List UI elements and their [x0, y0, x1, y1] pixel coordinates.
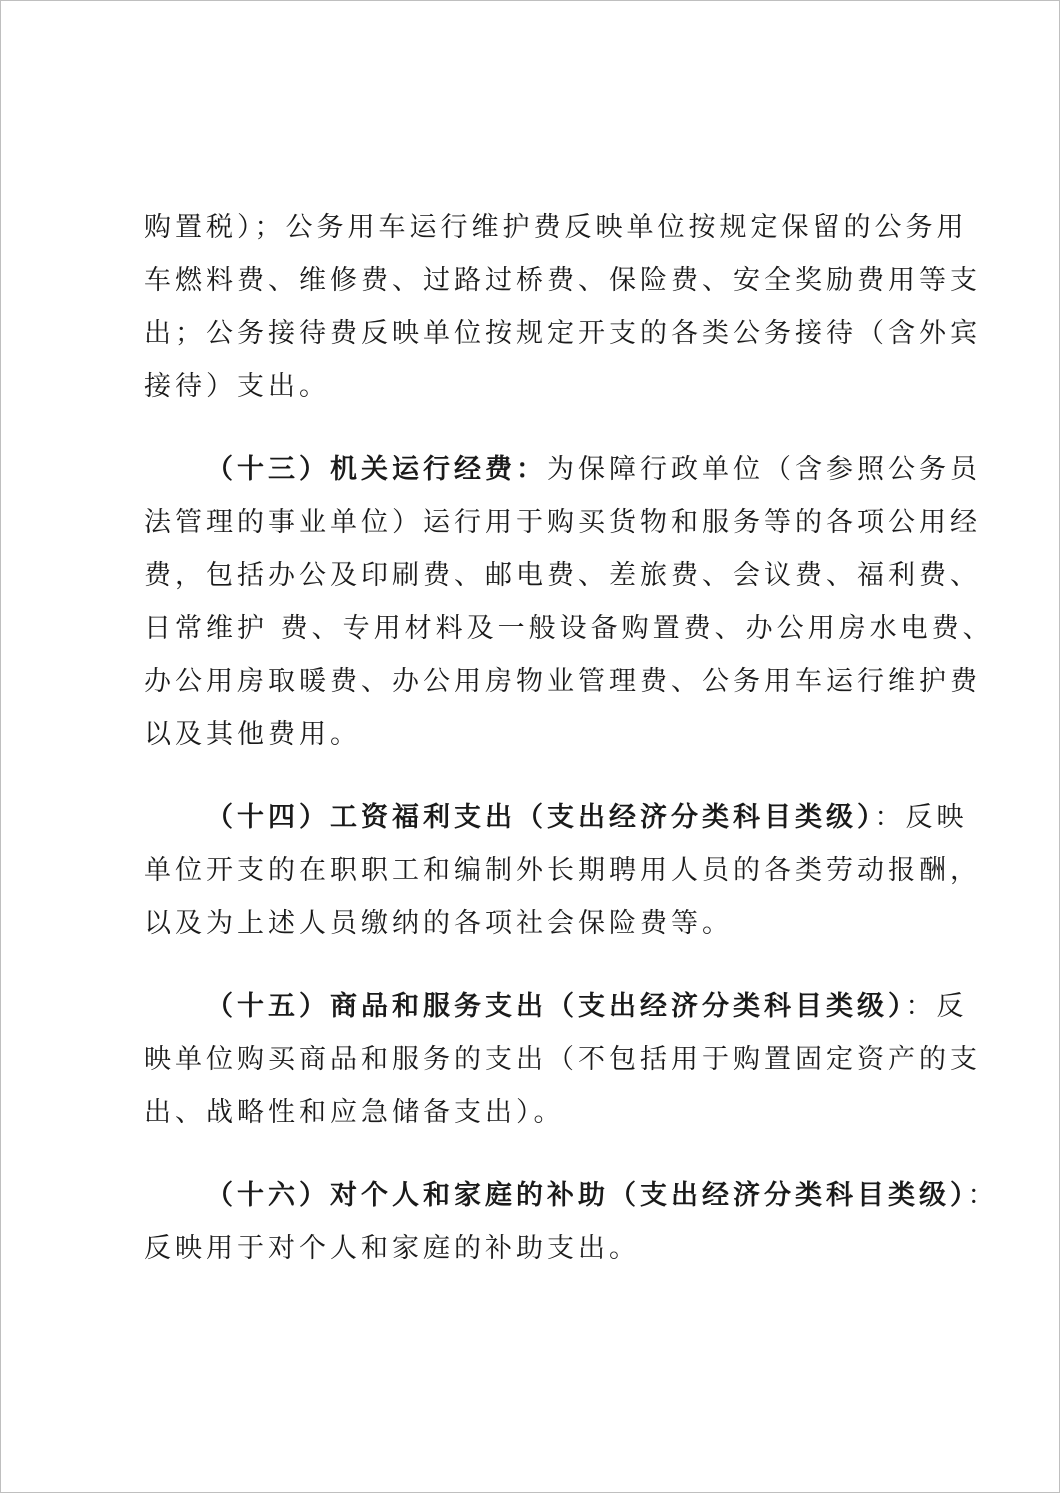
paragraph-item-15 [144, 980, 981, 1139]
paragraph-vehicle-reception [144, 201, 981, 413]
paragraph-text: 为保障行政单位（含参照公务员 [547, 454, 981, 485]
paragraph-line: 购置税）；公务用车运行维护费反映单位按规定保留的公务用 [144, 212, 968, 243]
paragraph-line: 法管理的事业单位）运行用于购买货物和服务等的各项公用经 [144, 507, 981, 538]
paragraph-line: 接待）支出。 [144, 371, 330, 402]
paragraph-line: 出、战略性和应急储备支出）。 [144, 1097, 565, 1128]
paragraph-line: 以及为上述人员缴纳的各项社会保险费等。 [144, 908, 733, 939]
paragraph-line: 映单位购买商品和服务的支出（不包括用于购置固定资产的支 [144, 1044, 981, 1075]
paragraph-item-16 [144, 1169, 999, 1275]
paragraph-line: 费，包括办公及印刷费、邮电费、差旅费、会议费、福利费、 [144, 560, 981, 591]
item-heading: （十四）工资福利支出（支出经济分类科目类级） [206, 802, 875, 833]
paragraph-line: 单位开支的在职职工和编制外长期聘用人员的各类劳动报酬， [144, 855, 981, 886]
paragraph-first-line [144, 791, 968, 844]
item-heading: （十三）机关运行经费： [206, 454, 547, 485]
paragraph-line: 办公用房取暖费、办公用房物业管理费、公务用车运行维护费 [144, 666, 981, 697]
paragraph-line: 日常维护 费、专用材料及一般设备购置费、办公用房水电费、 [144, 613, 994, 644]
paragraph-item-14 [144, 791, 981, 950]
paragraph-first-line [144, 980, 968, 1033]
paragraph-line: 以及其他费用。 [144, 719, 361, 750]
paragraph-first-line [144, 443, 981, 496]
paragraph-item-13 [144, 443, 994, 761]
paragraph-line: 反映用于对个人和家庭的补助支出。 [144, 1233, 640, 1264]
paragraph-text: ：反映 [874, 802, 968, 833]
paragraph-line: 车燃料费、维修费、过路过桥费、保险费、安全奖励费用等支 [144, 265, 981, 296]
paragraph-text: ：反 [905, 991, 968, 1022]
paragraph-line: 出；公务接待费反映单位按规定开支的各类公务接待（含外宾 [144, 318, 981, 349]
document-body [144, 201, 999, 1305]
item-heading: （十六）对个人和家庭的补助（支出经济分类科目类级） [206, 1180, 968, 1211]
paragraph-first-line [144, 1169, 999, 1222]
item-heading: （十五）商品和服务支出（支出经济分类科目类级） [206, 991, 906, 1022]
paragraph-text: ： [967, 1180, 999, 1211]
